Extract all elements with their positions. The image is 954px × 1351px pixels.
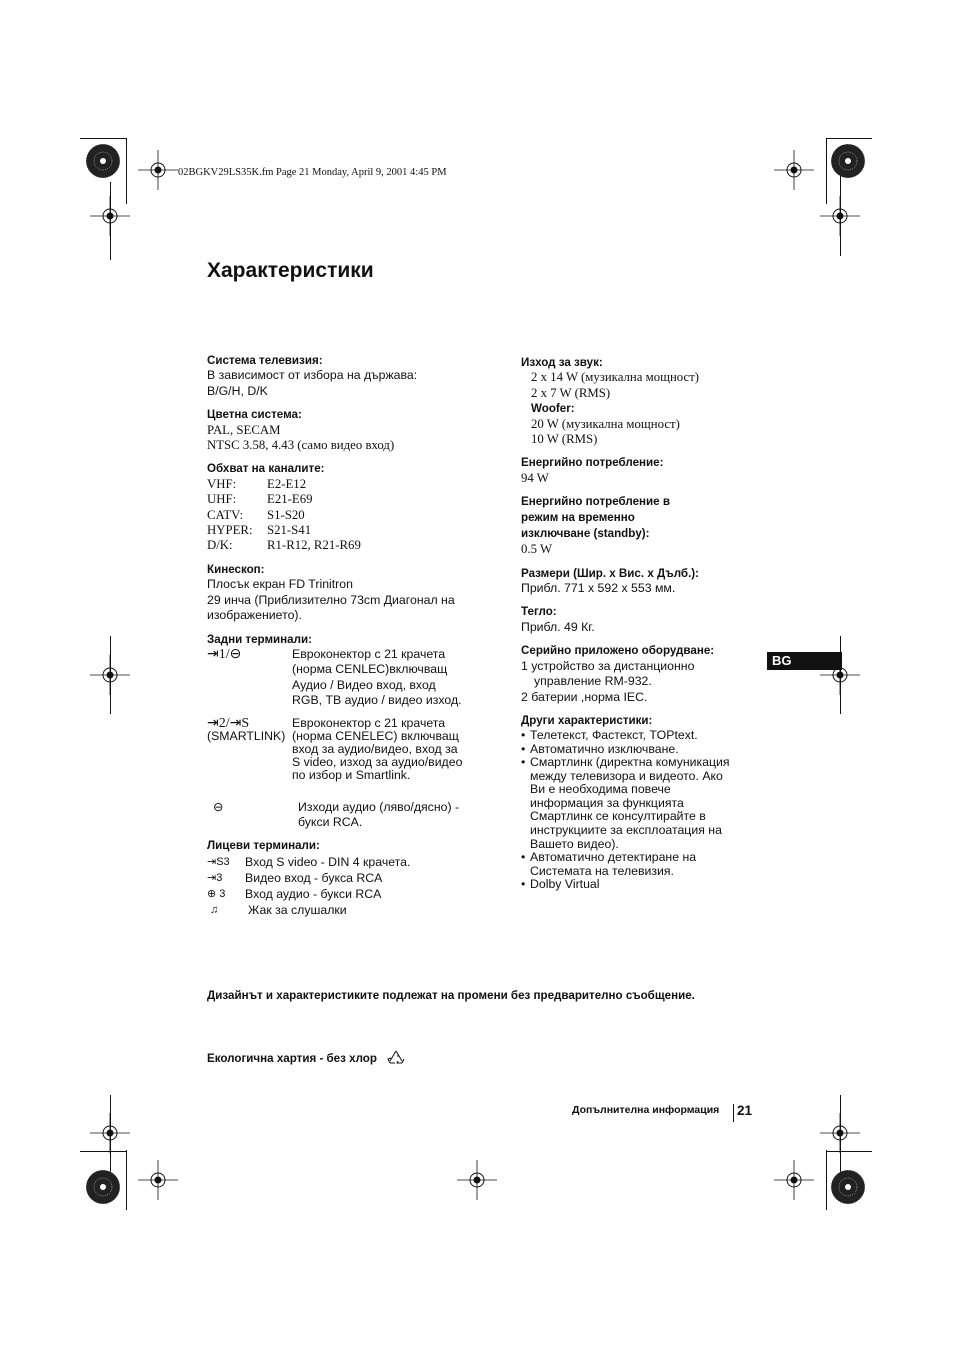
desc-line: букси RCA. bbox=[298, 814, 363, 829]
desc-line: вход за аудио/видео, вход за bbox=[292, 741, 458, 756]
scart-1-icon: ⇥1/⊖ bbox=[207, 646, 242, 662]
bullet-icon: • bbox=[521, 741, 526, 756]
channel-band: HYPER: bbox=[207, 523, 253, 538]
other-item bbox=[521, 756, 751, 851]
tube-line: 29 инча (Приблизително 73cm Диагонал на bbox=[207, 592, 455, 607]
page-title: Характеристики bbox=[207, 259, 374, 282]
weight-value: Прибл. 49 Кг. bbox=[521, 619, 595, 634]
left-column bbox=[207, 353, 487, 926]
smartlink-label: (SMARTLINK) bbox=[207, 728, 286, 743]
audio-line: 2 x 7 W (RMS) bbox=[531, 385, 611, 400]
channel-band: CATV: bbox=[207, 507, 244, 522]
tube-heading: Кинескоп: bbox=[207, 562, 265, 576]
rear-terminal-1 bbox=[207, 647, 487, 709]
tv-system-line: B/G/H, D/K bbox=[207, 383, 268, 398]
other-item-text: Телетекст, Фастекст, TOPtext. bbox=[530, 727, 698, 742]
standby-value: 0.5 W bbox=[521, 542, 553, 557]
dimensions-value: Прибл. 771 x 592 x 553 мм. bbox=[521, 581, 676, 596]
power-section bbox=[521, 455, 751, 486]
rear-terminal-1-desc bbox=[292, 647, 462, 709]
channel-range: E2-E12 bbox=[267, 476, 307, 491]
channel-band: D/K: bbox=[207, 538, 233, 553]
bullet-icon: • bbox=[521, 755, 526, 770]
desc-line: Евроконектор с 21 крачета bbox=[292, 715, 446, 730]
audio-heading: Изход за звук: bbox=[521, 356, 603, 369]
crop-line bbox=[126, 138, 127, 204]
starburst-target-icon bbox=[829, 1168, 867, 1206]
front-terminal-desc: Вход S video - DIN 4 крачета. bbox=[245, 855, 411, 870]
scart-2-icon: ⇥2/⇥S bbox=[207, 715, 250, 731]
tube-line: Плосък екран FD Trinitron bbox=[207, 577, 353, 592]
other-item-text: Dolby Virtual bbox=[530, 877, 600, 892]
front-terminal-row bbox=[207, 870, 487, 886]
audio-in-icon: ⊕ 3 bbox=[207, 888, 226, 901]
crosshair-mark-icon bbox=[820, 1113, 860, 1153]
desc-line: Аудио / Видео вход, вход bbox=[292, 677, 436, 692]
woofer-heading: Woofer: bbox=[531, 402, 575, 416]
crosshair-mark-icon bbox=[820, 655, 860, 695]
front-terminal-row bbox=[207, 902, 487, 918]
bullet-icon: • bbox=[521, 850, 526, 865]
standby-heading: Енергийно потребление в bbox=[521, 495, 670, 509]
crop-line bbox=[826, 1150, 827, 1210]
page-number: 21 bbox=[737, 1103, 753, 1118]
accessories-line: управление RM-932. bbox=[534, 674, 652, 689]
footer-divider bbox=[733, 1104, 734, 1122]
front-terminal-row bbox=[207, 854, 487, 870]
channel-band: VHF: bbox=[207, 476, 237, 491]
starburst-target-icon bbox=[84, 1168, 122, 1206]
other-item bbox=[521, 729, 751, 743]
crosshair-mark-icon bbox=[138, 150, 178, 190]
channel-row bbox=[207, 477, 487, 492]
crosshair-mark-icon bbox=[90, 196, 130, 236]
weight-heading: Тегло: bbox=[521, 605, 557, 619]
tv-system-section bbox=[207, 353, 487, 399]
woofer-line: 20 W (музикална мощност) bbox=[531, 416, 680, 431]
standby-heading: режим на временно bbox=[521, 511, 635, 525]
channel-row bbox=[207, 538, 487, 553]
front-terminal-desc: Вход аудио - букси RCA bbox=[245, 887, 382, 902]
channels-heading: Обхват на каналите: bbox=[207, 462, 325, 476]
channel-range: S1-S20 bbox=[267, 507, 305, 522]
rear-terminals-section bbox=[207, 632, 487, 831]
desc-line: по избор и Smartlink. bbox=[292, 767, 411, 782]
crop-line bbox=[826, 138, 827, 204]
crop-line bbox=[80, 138, 127, 139]
language-badge: BG bbox=[767, 652, 842, 670]
channel-range: R1-R12, R21-R69 bbox=[267, 538, 361, 553]
audio-section bbox=[521, 355, 751, 447]
rear-terminal-2-desc bbox=[292, 717, 462, 782]
color-system-line: PAL, SECAM bbox=[207, 422, 281, 437]
bullet-icon: • bbox=[521, 877, 526, 892]
rear-terminals-heading: Задни терминали: bbox=[207, 632, 312, 646]
crosshair-mark-icon bbox=[138, 1160, 178, 1200]
other-section bbox=[521, 713, 751, 892]
desc-line: Изходи аудио (ляво/дясно) - bbox=[298, 799, 460, 814]
weight-section bbox=[521, 604, 751, 635]
starburst-target-icon bbox=[829, 142, 867, 180]
other-heading: Други характеристики: bbox=[521, 713, 653, 727]
crosshair-mark-icon bbox=[457, 1160, 497, 1200]
disclaimer-note: Дизайнът и характеристиките подлежат на промени без предварително съобщение. bbox=[207, 989, 695, 1002]
standby-heading: изключване (standby): bbox=[521, 527, 650, 541]
crosshair-mark-icon bbox=[90, 1113, 130, 1153]
accessories-section bbox=[521, 643, 751, 705]
color-system-heading: Цветна система: bbox=[207, 408, 302, 422]
crop-line bbox=[126, 1150, 127, 1210]
eco-paper-note bbox=[207, 1049, 406, 1069]
tube-section bbox=[207, 562, 487, 624]
other-item bbox=[521, 878, 751, 892]
rear-terminal-3-desc bbox=[298, 800, 459, 831]
bullet-icon: • bbox=[521, 727, 526, 742]
other-item bbox=[521, 851, 751, 878]
accessories-line: 2 батерии ,норма IEC. bbox=[521, 689, 648, 704]
file-header: 02BGKV29LS35K.fm Page 21 Monday, April 9, 2001 4:45 PM bbox=[178, 167, 447, 178]
headphones-icon: ♫ bbox=[210, 904, 219, 917]
channel-band: UHF: bbox=[207, 492, 237, 507]
channel-range: S21-S41 bbox=[267, 523, 312, 538]
crosshair-mark-icon bbox=[820, 196, 860, 236]
footer-section-label: Допълнителна информация bbox=[572, 1104, 720, 1116]
dimensions-section bbox=[521, 566, 751, 597]
desc-line: (норма CENELEC) включващ bbox=[292, 728, 459, 743]
power-value: 94 W bbox=[521, 470, 549, 485]
standby-section bbox=[521, 494, 751, 557]
dimensions-heading: Размери (Шир. x Вис. x Дълб.): bbox=[521, 566, 700, 580]
desc-line: RGB, ТВ аудио / видео изход. bbox=[292, 693, 462, 708]
eco-paper-text: Екологична хартия - без хлор bbox=[207, 1052, 377, 1066]
accessories-heading: Серийно приложено оборудване: bbox=[521, 644, 715, 658]
crosshair-mark-icon bbox=[90, 655, 130, 695]
channel-row bbox=[207, 523, 487, 538]
audio-line: 2 x 14 W (музикална мощност) bbox=[531, 370, 700, 385]
color-system-section bbox=[207, 407, 487, 453]
tv-system-heading: Система телевизия: bbox=[207, 354, 323, 367]
woofer-line: 10 W (RMS) bbox=[531, 432, 598, 447]
desc-line: Евроконектор с 21 крачета bbox=[292, 646, 446, 661]
front-terminals-section bbox=[207, 838, 487, 918]
other-item-text: Смартлинк (директна комуникация между телевизора и видеото. Ако Ви е необходима повече информация за функцията Смартлинк се консултирайте в инструкциите за експлоатация на Вашето видео). bbox=[530, 755, 730, 851]
accessories-line: 1 устройство за дистанционно bbox=[521, 658, 695, 673]
front-terminals-heading: Лицеви терминали: bbox=[207, 839, 320, 853]
channels-section bbox=[207, 461, 487, 553]
rear-terminal-2 bbox=[207, 717, 487, 782]
scart-2-label bbox=[207, 717, 292, 782]
tube-line: изображението). bbox=[207, 608, 302, 623]
front-terminal-desc: Жак за слушалки bbox=[248, 903, 347, 918]
right-column bbox=[521, 355, 751, 900]
power-heading: Енергийно потребление: bbox=[521, 456, 664, 470]
recycle-icon bbox=[386, 1049, 406, 1069]
channel-range: E21-E69 bbox=[267, 492, 313, 507]
front-terminal-desc: Видео вход - букса RCA bbox=[245, 871, 383, 886]
audio-out-icon: ⊖ bbox=[213, 799, 224, 814]
other-item-text: Автоматично изключване. bbox=[530, 741, 679, 756]
s-video-icon: ⇥S3 bbox=[207, 856, 230, 869]
other-item-text: Автоматично детектиране на Системата на телевизия. bbox=[530, 850, 697, 878]
video-in-icon: ⇥3 bbox=[207, 872, 223, 885]
front-terminal-row bbox=[207, 886, 487, 902]
desc-line: (норма CENLEC)включващ bbox=[292, 662, 448, 677]
crosshair-mark-icon bbox=[774, 150, 814, 190]
rear-terminal-3 bbox=[207, 800, 487, 831]
desc-line: S video, изход за аудио/видео bbox=[292, 754, 463, 769]
tv-system-line: В зависимост от избора на държава: bbox=[207, 368, 418, 383]
starburst-target-icon bbox=[84, 142, 122, 180]
other-item bbox=[521, 743, 751, 757]
color-system-line: NTSC 3.58, 4.43 (само видео вход) bbox=[207, 438, 395, 453]
crop-line bbox=[826, 138, 872, 139]
crosshair-mark-icon bbox=[774, 1160, 814, 1200]
channel-row bbox=[207, 508, 487, 523]
channel-row bbox=[207, 492, 487, 507]
